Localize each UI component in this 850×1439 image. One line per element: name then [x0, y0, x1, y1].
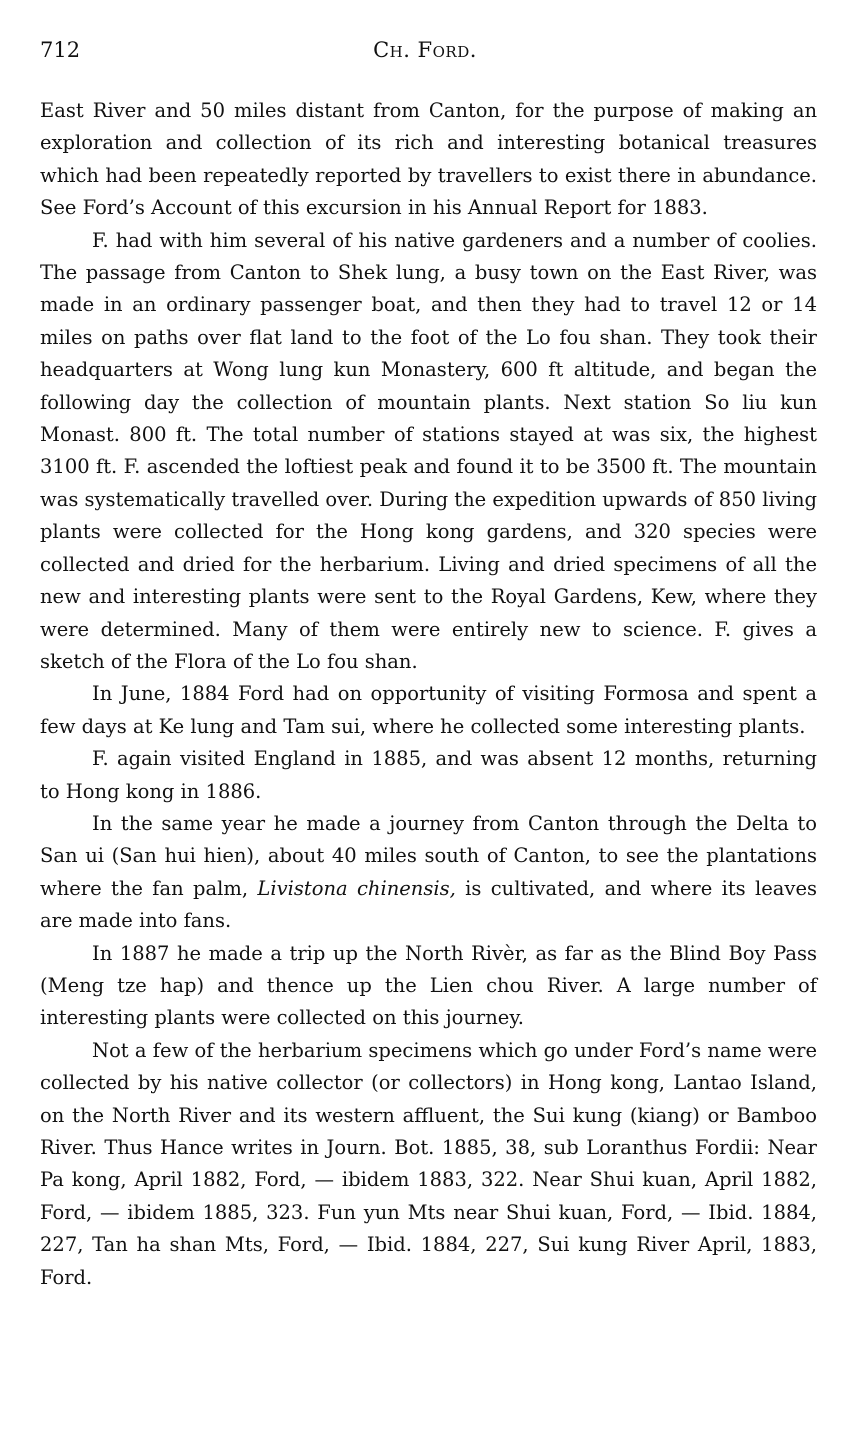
running-head: Ch. Ford. [373, 38, 477, 62]
page-number: 712 [40, 38, 81, 62]
paragraph-3: In June, 1884 Ford had on opportunity of visiting Formosa and spent a few days at Ke lung and Tam sui, where he collected some interesting plants. [40, 682, 817, 738]
paragraph-5-before: In the same year he made a journey from Canton through the Delta to San ui (San hui hien), about 40 miles south of Canton, to see the plantations where the fan palm, [40, 811, 817, 900]
paragraph-5-after: is cultivated, and where its leaves are made into fans. [40, 876, 817, 933]
paragraph-5 [40, 808, 817, 938]
paragraph-4: F. again visited England in 1885, and was absent 12 months, returning to Hong kong in 1886. [40, 747, 817, 803]
body-text [40, 95, 817, 1294]
paragraph-1: East River and 50 miles distant from Canton, for the purpose of making an exploration and collection of its rich and interesting botanical treasures which had been repeatedly reported by travellers to exist there in abundance. See Ford’s Account of this excursion in his Annual Report for 1883. [40, 99, 817, 220]
paragraph-2: F. had with him several of his native gardeners and a number of coolies. The passage from Canton to Shek lung, a busy town on the East River, was made in an ordinary passenger boat, and then they had to travel 12 or 14 miles on paths over flat land to the foot of the Lo fou shan. They took their headquarters at Wong lung kun Monastery, 600 ft altitude, and began the following day the collection of mountain plants. Next station So liu kun Monast. 800 ft. The total number of stations stayed at was six, the highest 3100 ft. F. ascended the loftiest peak and found it to be 3500 ft. The mountain was systematically travelled over. During the expedition upwards of 850 living plants were collected for the Hong kong gardens, and 320 species were collected and dried for the herbarium. Living and dried specimens of all the new and interesting plants were sent to the Royal Gardens, Kew, where they were determined. Many of them were entirely new to science. F. gives a sketch of the Flora of the Lo fou shan. [40, 228, 817, 673]
paragraph-7: Not a few of the herbarium specimens which go under Ford’s name were collected by his native collector (or collectors) in Hong kong, Lantao Island, on the North River and its western affluent, the Sui kung (kiang) or Bamboo River. Thus Hance writes in Journ. Bot. 1885, 38, sub Loranthus Fordii: Near Pa kong, April 1882, Ford, — ibidem 1883, 322. Near Shui kuan, April 1882, Ford, — ibidem 1885, 323. Fun yun Mts near Shui kuan, Ford, — Ibid. 1884, 227, Tan ha shan Mts, Ford, — Ibid. 1884, 227, Sui kung River April, 1883, Ford. [40, 1038, 817, 1289]
page-header [40, 38, 810, 72]
species-name-livistona: Livistona chinensis, [257, 876, 456, 900]
paragraph-6: In 1887 he made a trip up the North Rivèr, as far as the Blind Boy Pass (Meng tze hap) and thence up the Lien chou River. A large number of interesting plants were collected on this journey. [40, 941, 817, 1030]
